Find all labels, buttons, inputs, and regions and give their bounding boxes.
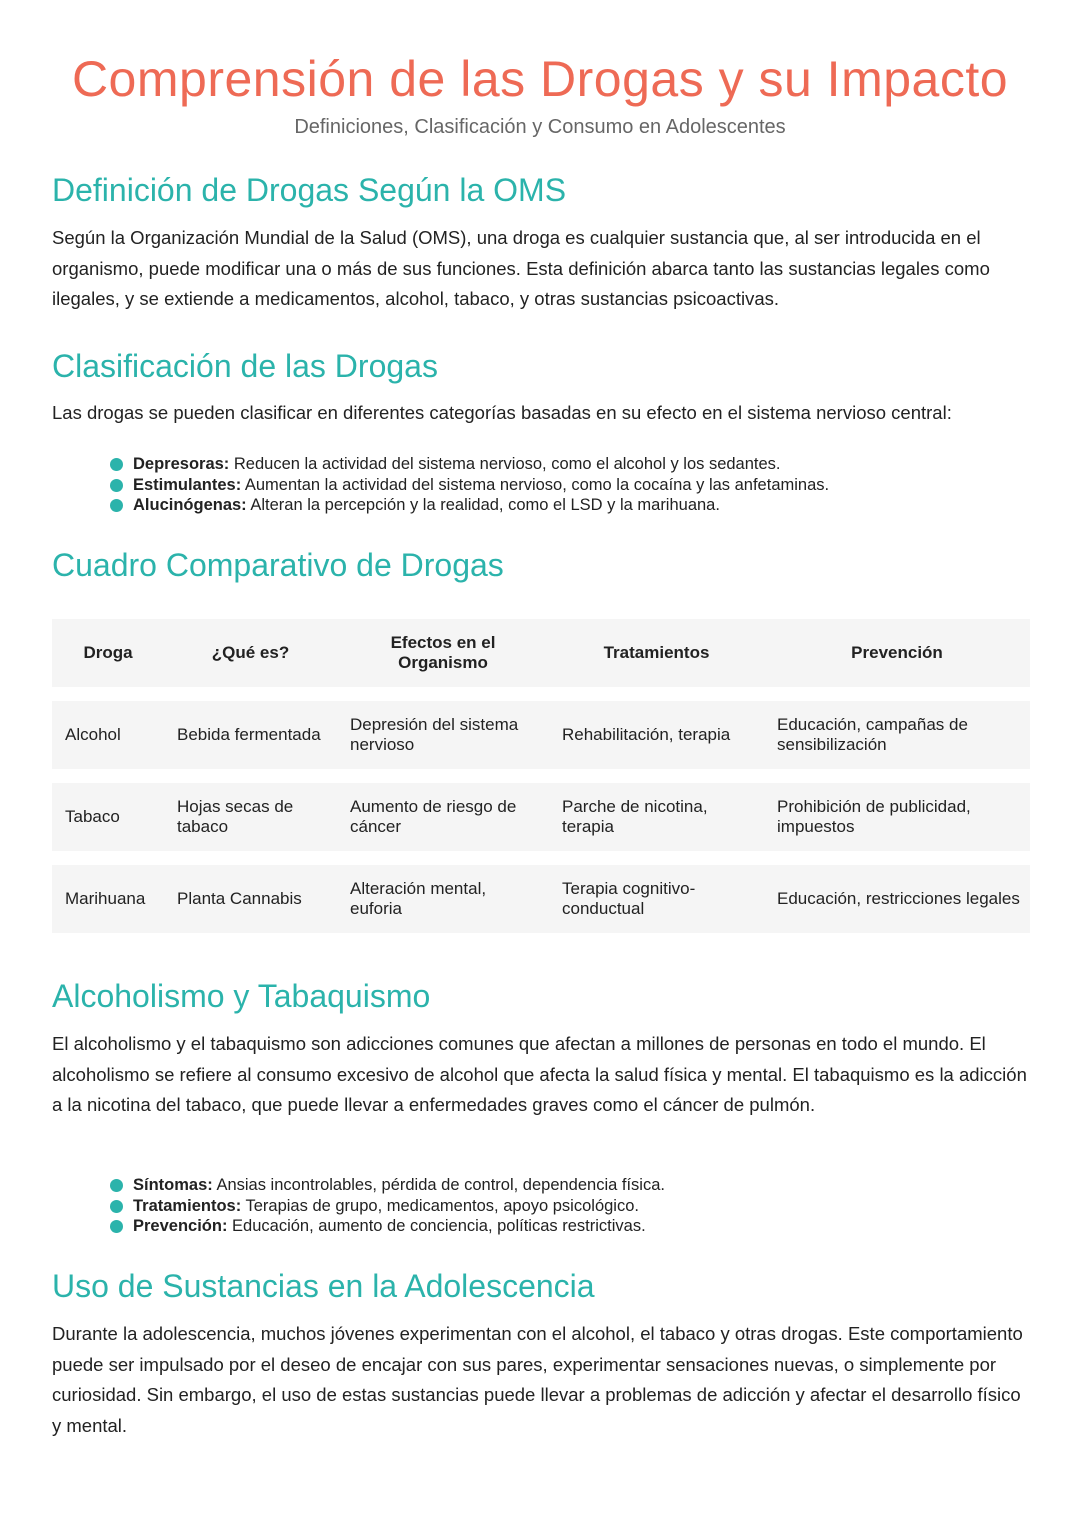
bullet-dot-icon bbox=[110, 479, 123, 492]
table-cell: Aumento de riesgo de cáncer bbox=[350, 797, 517, 836]
section-heading-oms: Definición de Drogas Según la OMS bbox=[52, 172, 567, 208]
list-item bbox=[110, 475, 829, 496]
comparison-table bbox=[52, 619, 1030, 947]
section-heading-adolescencia: Uso de Sustancias en la Adolescencia bbox=[52, 1268, 595, 1304]
list-item-term: Depresoras: bbox=[133, 455, 230, 473]
column-header: ¿Qué es? bbox=[211, 643, 290, 662]
table-row bbox=[52, 701, 1030, 769]
alcoholismo-paragraph: El alcoholismo y el tabaquismo son adicciones comunes que afectan a millones de personas en todo el mundo. El alcoholismo se refiere al consumo excesivo de alcohol que afecta la salud física y mental. El tabaquismo es la adicción a la nicotina del tabaco, que puede llevar a enfermedades graves como el cáncer de pulmón. bbox=[52, 1033, 1027, 1115]
table-cell: Planta Cannabis bbox=[177, 889, 302, 908]
list-item-text: Aumentan la actividad del sistema nervioso, como la cocaína y las anfetaminas. bbox=[241, 475, 830, 494]
list-item bbox=[110, 1216, 665, 1237]
table-cell: Marihuana bbox=[65, 889, 146, 908]
list-item-text: Alteran la percepción y la realidad, como el LSD y la marihuana. bbox=[246, 496, 720, 514]
table-cell: Alteración mental, euforia bbox=[350, 879, 487, 918]
list-item-term: Tratamientos: bbox=[133, 1196, 242, 1215]
list-item-text: Terapias de grupo, medicamentos, apoyo psicológico. bbox=[241, 1196, 639, 1215]
clasificacion-list bbox=[110, 454, 829, 516]
list-item-text: Reducen la actividad del sistema nervioso, como el alcohol y los sedantes. bbox=[229, 455, 781, 473]
list-item-text: Ansias incontrolables, pérdida de control, dependencia física. bbox=[212, 1176, 665, 1194]
bullet-dot-icon bbox=[110, 499, 123, 512]
table-cell: Prohibición de publicidad, impuestos bbox=[777, 797, 971, 836]
column-header: Droga bbox=[83, 643, 133, 662]
list-item-term: Síntomas: bbox=[133, 1176, 213, 1194]
oms-paragraph: Según la Organización Mundial de la Salud (OMS), una droga es cualquier sustancia que, al ser introducida en el organismo, puede modificar una o más de sus funciones. Esta definición abarca tanto las sustancias legales como ilegales, y se extiende a medicamentos, alcohol, tabaco, y otras sustancias psicoactivas. bbox=[52, 227, 990, 309]
table-cell: Rehabilitación, terapia bbox=[562, 725, 731, 744]
section-heading-clasificacion: Clasificación de las Drogas bbox=[52, 348, 438, 384]
table-row bbox=[52, 865, 1030, 933]
clasificacion-intro: Las drogas se pueden clasificar en diferentes categorías basadas en su efecto en el sistema nervioso central: bbox=[52, 402, 952, 423]
column-header: Efectos en el Organismo bbox=[390, 633, 496, 672]
table-cell: Depresión del sistema nervioso bbox=[350, 715, 519, 754]
alcoholismo-list bbox=[110, 1175, 665, 1237]
table-cell: Alcohol bbox=[65, 725, 121, 744]
bullet-dot-icon bbox=[110, 1220, 123, 1233]
list-item-term: Prevención: bbox=[133, 1217, 228, 1235]
list-item bbox=[110, 454, 829, 475]
page-title: Comprensión de las Drogas y su Impacto bbox=[71, 51, 1009, 107]
list-item-text: Educación, aumento de conciencia, políticas restrictivas. bbox=[227, 1217, 646, 1235]
table-cell: Hojas secas de tabaco bbox=[177, 797, 294, 836]
list-item bbox=[110, 495, 829, 516]
table-header-row bbox=[52, 619, 1030, 687]
list-item-term: Alucinógenas: bbox=[133, 496, 247, 514]
table-cell: Educación, restricciones legales bbox=[777, 889, 1020, 908]
column-header: Prevención bbox=[851, 643, 943, 662]
table-cell: Educación, campañas de sensibilización bbox=[777, 715, 968, 754]
adolescencia-paragraph: Durante la adolescencia, muchos jóvenes experimentan con el alcohol, el tabaco y otras drogas. Este comportamiento puede ser impulsado por el deseo de encajar con sus pares, experimentar sensaciones nuevas, o simplemente por curiosidad. Sin embargo, el uso de estas sustancias puede llevar a problemas de adicción y afectar el desarrollo físico y mental. bbox=[52, 1323, 1023, 1436]
table-row bbox=[52, 783, 1030, 851]
table-cell: Terapia cognitivo-conductual bbox=[562, 879, 696, 918]
page-subtitle: Definiciones, Clasificación y Consumo en Adolescentes bbox=[294, 116, 786, 138]
bullet-dot-icon bbox=[110, 458, 123, 471]
table-cell: Bebida fermentada bbox=[177, 725, 321, 744]
section-heading-alcoholismo: Alcoholismo y Tabaquismo bbox=[52, 978, 431, 1014]
list-item bbox=[110, 1175, 665, 1196]
bullet-dot-icon bbox=[110, 1179, 123, 1192]
bullet-dot-icon bbox=[110, 1200, 123, 1213]
list-item bbox=[110, 1196, 665, 1217]
table-cell: Tabaco bbox=[65, 807, 120, 826]
section-heading-cuadro: Cuadro Comparativo de Drogas bbox=[52, 547, 504, 583]
column-header: Tratamientos bbox=[603, 643, 710, 662]
table-cell: Parche de nicotina, terapia bbox=[562, 797, 708, 836]
list-item-term: Estimulantes: bbox=[133, 475, 242, 494]
